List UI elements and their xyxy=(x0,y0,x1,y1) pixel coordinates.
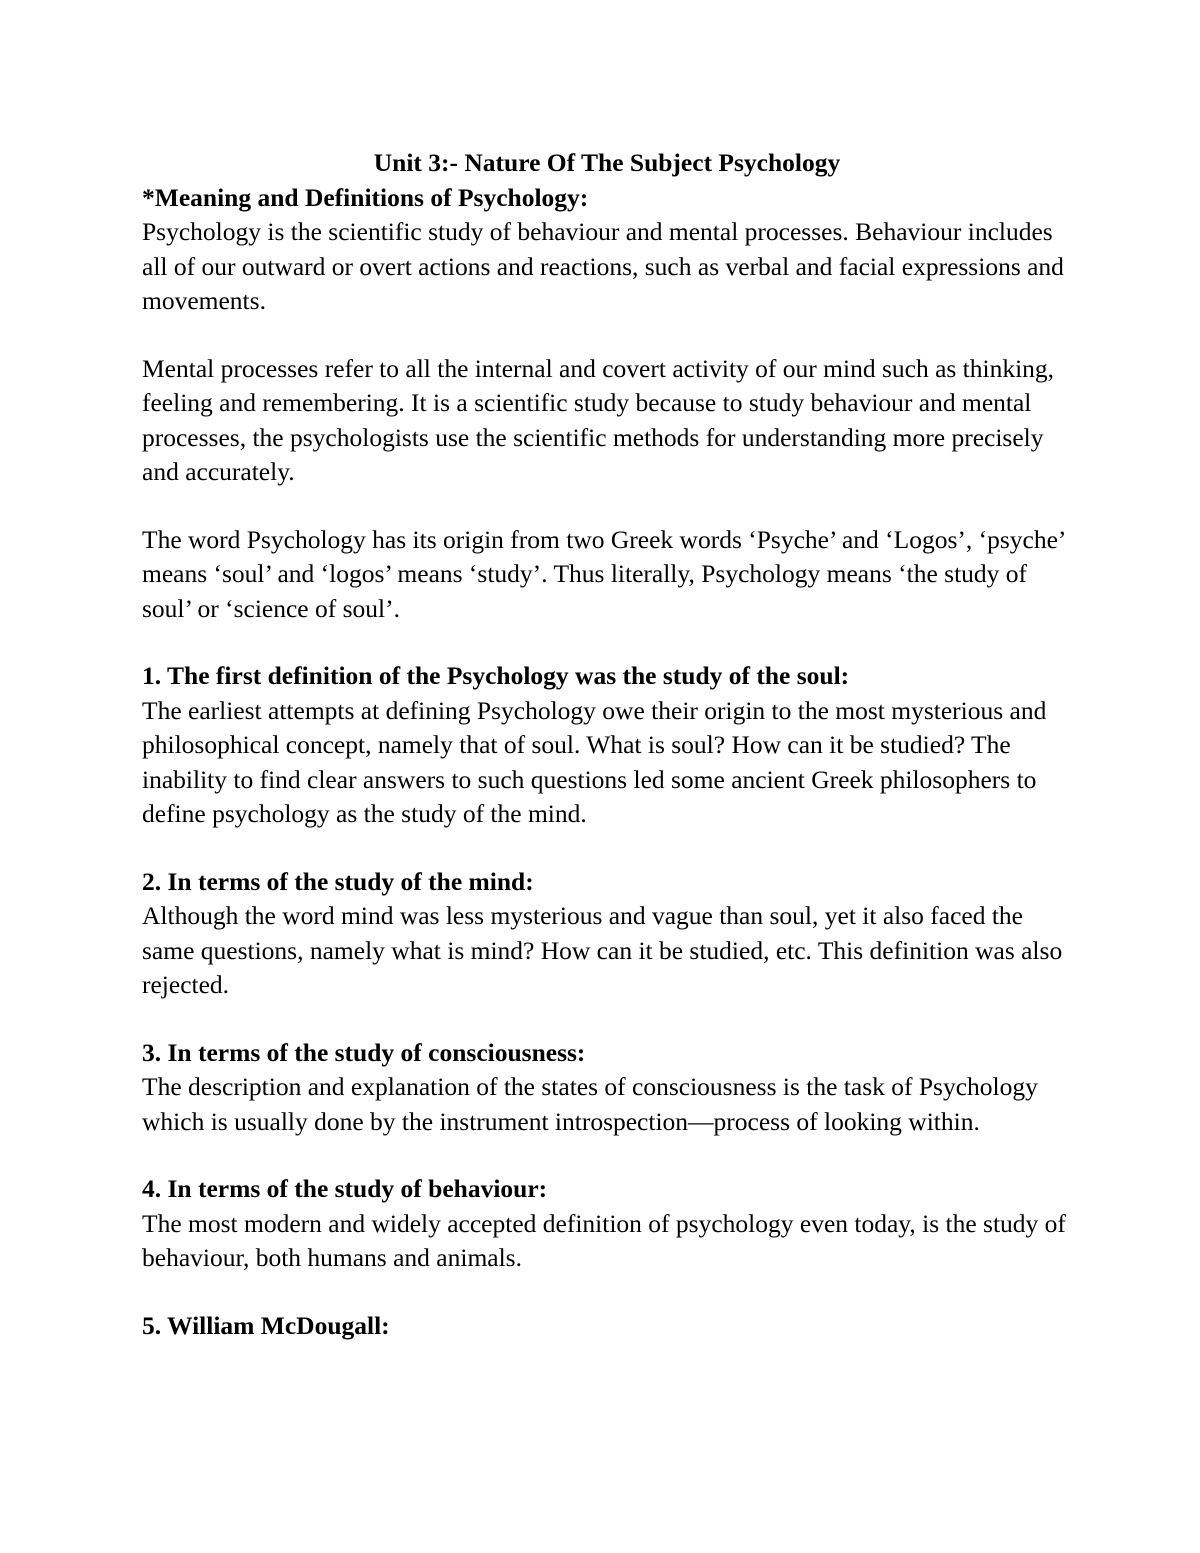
intro-paragraph: The word Psychology has its origin from two Greek words ‘Psyche’ and ‘Logos’, ‘psyche’ means ‘soul’ and ‘logos’ means ‘study’. Thus literally, Psychology means ‘the study of soul’ or ‘science of soul’. xyxy=(142,524,1065,623)
section-heading: 1. The first definition of the Psychology was the study of the soul: xyxy=(142,661,850,690)
intro-paragraph: Psychology is the scientific study of behaviour and mental processes. Behaviour includes all of our outward or overt actions and reactions, such as verbal and facial expressions and movements. xyxy=(142,217,1064,315)
document-content xyxy=(142,146,1072,1343)
intro-paragraph: Mental processes refer to all the internal and covert activity of our mind such as thinking, feeling and remembering. It is a scientific study because to study behaviour and mental processes, the psychologists use the scientific methods for understanding more precisely and accurately. xyxy=(142,353,1055,486)
document-subtitle: *Meaning and Definitions of Psychology: xyxy=(142,182,589,212)
section-body: The description and explanation of the states of consciousness is the task of Psychology which is usually done by the instrument introspection—process of looking within. xyxy=(142,1072,1038,1136)
section-heading: 4. In terms of the study of behaviour: xyxy=(142,1174,548,1203)
section-heading: 2. In terms of the study of the mind: xyxy=(142,866,534,896)
section-body: The most modern and widely accepted definition of psychology even today, is the study of behaviour, both humans and animals. xyxy=(142,1208,1066,1272)
section-heading: 3. In terms of the study of consciousness: xyxy=(142,1037,586,1067)
section-body: Although the word mind was less mysterious and vague than soul, yet it also faced the same questions, namely what is mind? How can it be studied, etc. This definition was also rejected. xyxy=(142,901,1063,999)
section-body: The earliest attempts at defining Psychology owe their origin to the most mysterious and philosophical concept, namely that of soul. What is soul? How can it be studied? The inability to find clear answers to such questions led some ancient Greek philosophers to define psychology as the study of the mind. xyxy=(142,695,1047,828)
section-heading: 5. William McDougall: xyxy=(142,1310,390,1340)
document-title: Unit 3:- Nature Of The Subject Psychology xyxy=(373,148,841,177)
